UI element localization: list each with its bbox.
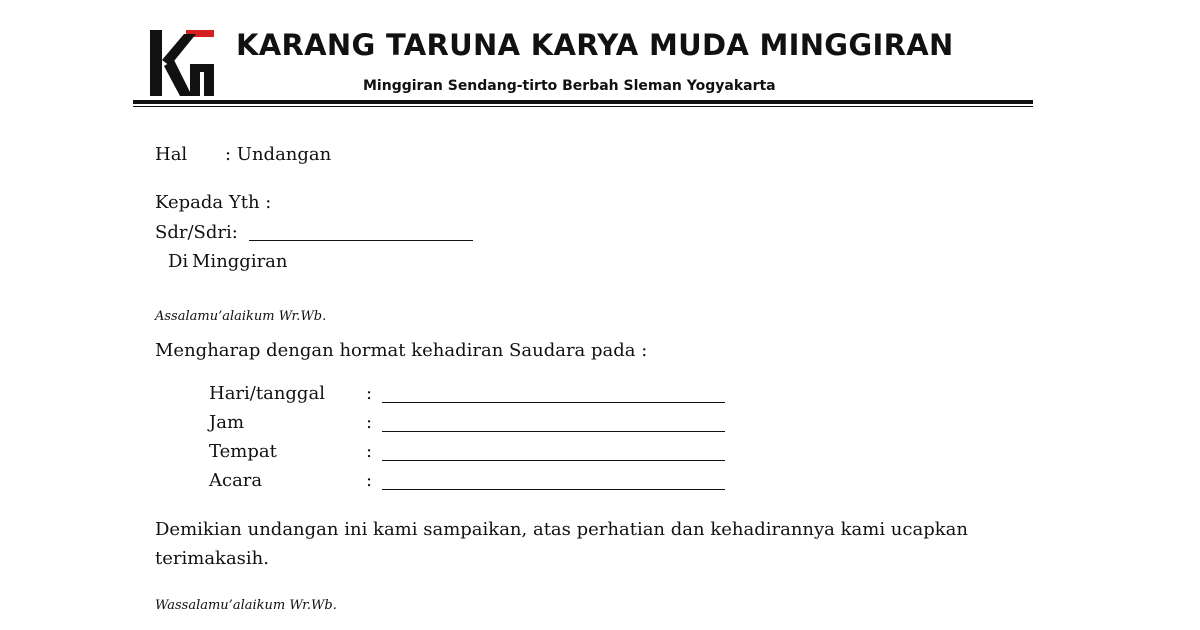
farewell: Wassalamu’alaikum Wr.Wb. [155, 598, 337, 613]
field-label-date: Hari/tanggal [209, 383, 325, 404]
field-blank-line-event [382, 489, 725, 490]
subject-value: : Undangan [225, 144, 332, 165]
field-blank-line-place [382, 460, 725, 461]
field-separator: : [366, 441, 373, 462]
field-separator: : [366, 383, 373, 404]
closing-text-line2: terimakasih. [155, 548, 269, 569]
cropped-header-fragment [820, 0, 1110, 5]
letterhead-rule-thin [133, 106, 1033, 107]
field-blank-line-time [382, 431, 725, 432]
greeting: Assalamu’alaikum Wr.Wb. [155, 309, 327, 324]
km-logo-icon [150, 30, 214, 96]
intro-text: Mengharap dengan hormat kehadiran Saudara pada : [155, 340, 648, 361]
addressee-heading: Kepada Yth : [155, 192, 272, 213]
field-label-time: Jam [209, 412, 245, 433]
recipient-blank-line [249, 240, 473, 241]
recipient-label: Sdr/Sdri: [155, 222, 238, 243]
field-separator: : [366, 470, 373, 491]
field-blank-line-date [382, 402, 725, 403]
subject-label: Hal [155, 144, 188, 165]
closing-text-line1: Demikian undangan ini kami sampaikan, atas perhatian dan kehadirannya kami ucapkan [155, 519, 968, 540]
field-separator: : [366, 412, 373, 433]
organization-address: Minggiran Sendang-tirto Berbah Sleman Yogyakarta [363, 78, 776, 94]
field-label-event: Acara [209, 470, 263, 491]
location-prefix: Di [168, 251, 189, 272]
location-value: Minggiran [192, 251, 288, 272]
letterhead-rule-thick [133, 100, 1033, 104]
organization-name: KARANG TARUNA KARYA MUDA MINGGIRAN [236, 28, 954, 62]
field-label-place: Tempat [209, 441, 277, 462]
